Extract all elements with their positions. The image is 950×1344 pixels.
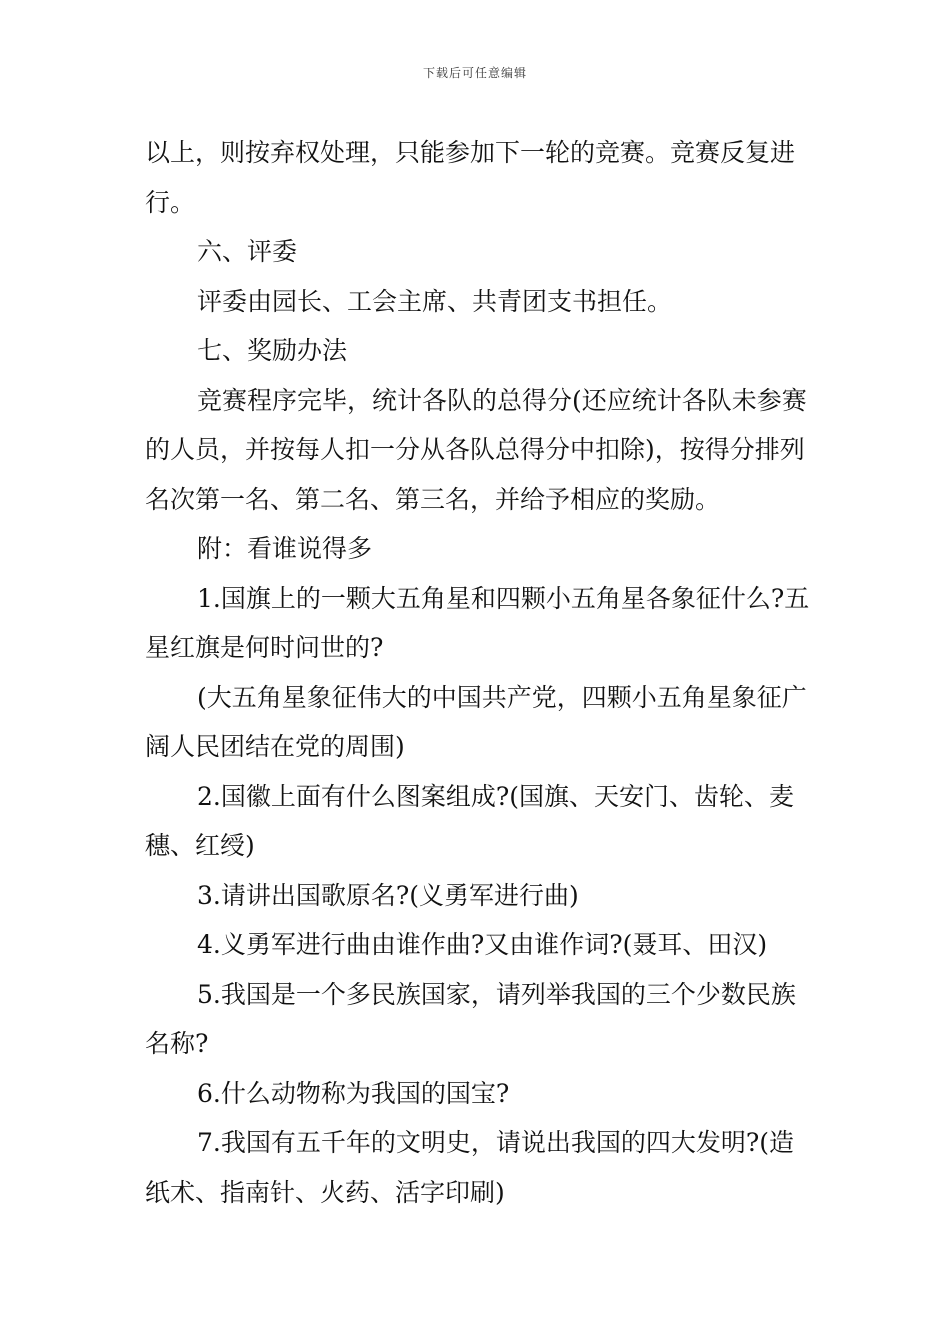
question-5: 5.我国是一个多民族国家，请列举我国的三个少数民族名称? bbox=[145, 979, 796, 1058]
section-heading-judges: 六、评委 bbox=[197, 237, 298, 266]
document-body bbox=[145, 128, 810, 1217]
section-heading-rewards: 七、奖励办法 bbox=[197, 336, 348, 365]
question-2: 2.国徽上面有什么图案组成?(国旗、天安门、齿轮、麦穗、红绶) bbox=[145, 781, 795, 860]
appendix-heading: 附：看谁说得多 bbox=[197, 534, 373, 563]
question-6: 6.什么动物称为我国的国宝? bbox=[197, 1078, 510, 1108]
paragraph-judges: 评委由园长、工会主席、共青团支书担任。 bbox=[197, 286, 673, 316]
question-4: 4.义勇军进行曲由谁作曲?又由谁作词?(聂耳、田汉) bbox=[197, 930, 768, 959]
question-3: 3.请讲出国歌原名?(义勇军进行曲) bbox=[197, 880, 579, 910]
question-1: 1.国旗上的一颗大五角星和四颗小五角星各象征什么?五星红旗是何时问世的? bbox=[145, 583, 810, 662]
page-header: 下载后可任意编辑 bbox=[422, 66, 527, 80]
paragraph-rewards: 竞赛程序完毕，统计各队的总得分(还应统计各队未参赛的人员，并按每人扣一分从各队总得分中扣除)，按得分排列名次第一名、第二名、第三名，并给予相应的奖励。 bbox=[145, 385, 807, 514]
question-7: 7.我国有五千年的文明史，请说出我国的四大发明?(造纸术、指南针、火药、活字印刷) bbox=[145, 1128, 795, 1207]
answer-1: (大五角星象征伟大的中国共产党，四颗小五角星象征广阔人民团结在党的周围) bbox=[145, 682, 807, 761]
paragraph-continuation: 以上，则按弃权处理，只能参加下一轮的竞赛。竞赛反复进行。 bbox=[145, 138, 796, 217]
